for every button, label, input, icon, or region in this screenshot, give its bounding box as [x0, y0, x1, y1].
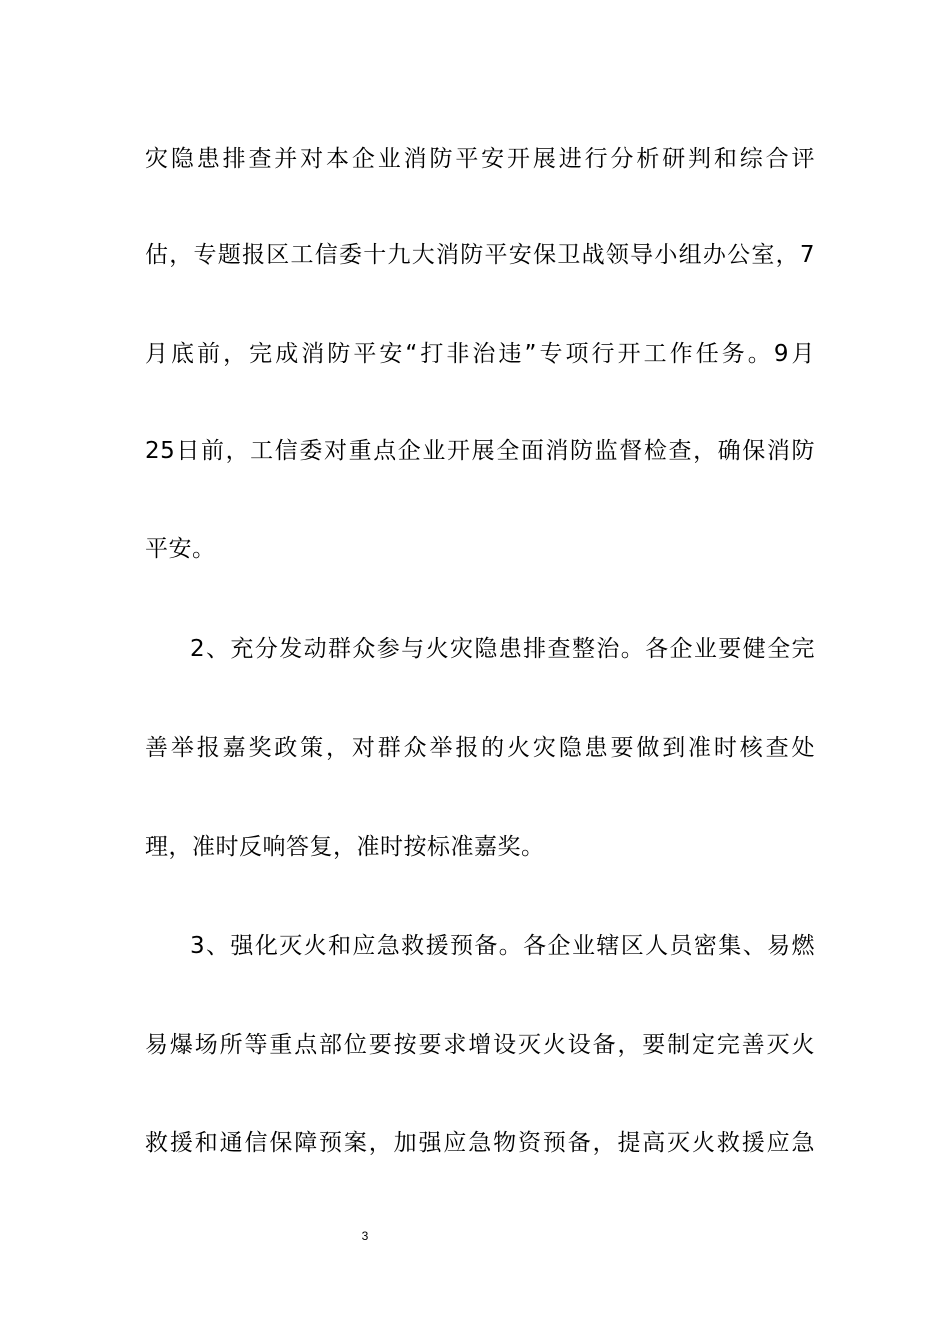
body-text-line: 理，准时反响答复，准时按标准嘉奖。	[145, 834, 545, 860]
paragraph-2-first-line: 2、充分发动群众参与火灾隐患排查整治。各企业要健全完	[190, 636, 815, 662]
body-text-line: 估，专题报区工信委十九大消防平安保卫战领导小组办公室，7	[145, 242, 815, 268]
body-text-line: 易爆场所等重点部位要按要求增设灭火设备，要制定完善灭火	[145, 1032, 815, 1058]
body-text-line: 救援和通信保障预案，加强应急物资预备，提高灭火救援应急	[145, 1130, 815, 1156]
page-number: 3	[361, 1229, 369, 1243]
body-text-line: 善举报嘉奖政策，对群众举报的火灾隐患要做到准时核查处	[145, 735, 815, 761]
body-text-line: 平安。	[145, 536, 216, 562]
body-text-line: 灾隐患排查并对本企业消防平安开展进行分析研判和综合评	[145, 146, 815, 172]
body-text-line: 月底前，完成消防平安“打非治违”专项行开工作任务。9月	[145, 341, 815, 367]
body-text-line: 25日前，工信委对重点企业开展全面消防监督检查，确保消防	[145, 438, 815, 464]
paragraph-3-first-line: 3、强化灭火和应急救援预备。各企业辖区人员密集、易燃	[190, 933, 815, 959]
